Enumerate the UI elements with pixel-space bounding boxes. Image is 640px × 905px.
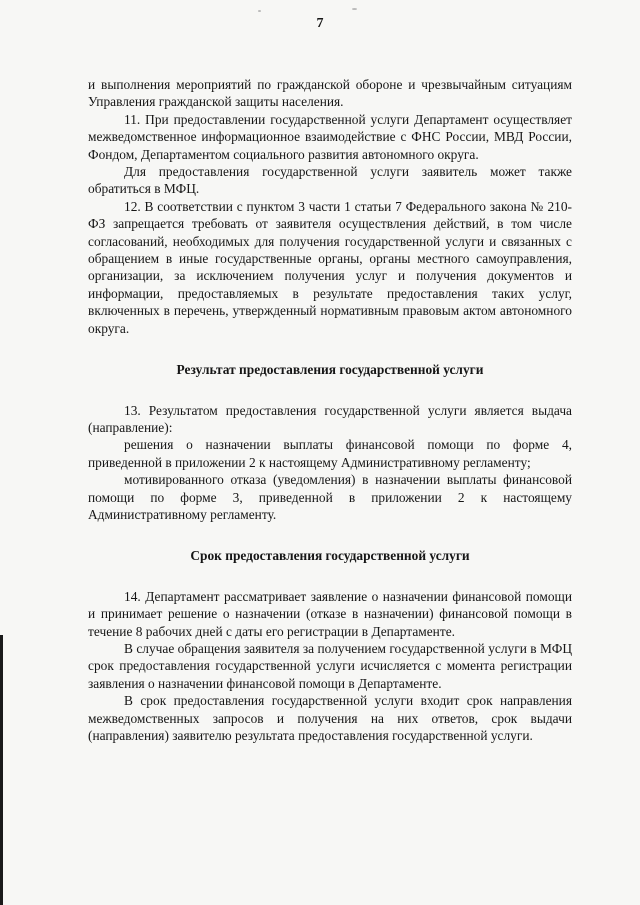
paragraph: мотивированного отказа (уведомления) в назначении выплаты финансовой помощи по форме 3, приведенной в приложении 2 к настоящему Административному регламенту. (88, 472, 572, 522)
paragraph: В срок предоставления государственной услуги входит срок направления межведомственных запросов и получения на них ответов, срок выдачи (направления) заявителю результата предоставления государственной услуги. (88, 693, 572, 743)
paragraph: В случае обращения заявителя за получением государственной услуги в МФЦ срок предоставления государственной услуги исчисляется с момента регистрации заявления о назначении финансовой помощи в Департаменте. (88, 640, 572, 691)
section-heading: Срок предоставления государственной услуги (190, 548, 470, 564)
page-number: 7 (316, 16, 324, 31)
scan-margin-bar (0, 635, 3, 905)
scan-speck (258, 10, 261, 12)
section-heading: Результат предоставления государственной услуги (176, 362, 484, 378)
paragraph: Для предоставления государственной услуги заявитель может также обратиться в МФЦ. (88, 164, 572, 197)
paragraph: 13. Результатом предоставления государственной услуги является выдача (направление): (88, 402, 572, 435)
paragraph: 11. При предоставлении государственной услуги Департамент осуществляет межведомственное информационное взаимодействие с ФНС России, МВД России, Фондом, Департаментом социального развития автономного округа. (88, 111, 572, 162)
paragraph: решения о назначении выплаты финансовой помощи по форме 4, приведенной в приложении 2 к настоящему Административному регламенту; (88, 437, 572, 470)
paragraph: и выполнения мероприятий по гражданской обороне и чрезвычайным ситуациям Управления гражданской защиты населения. (88, 77, 572, 110)
scan-speck (352, 8, 357, 10)
document-body (88, 76, 572, 744)
paragraph: 14. Департамент рассматривает заявление о назначении финансовой помощи и принимает решение о назначении (отказе в назначении) финансовой помощи в течение 8 рабочих дней с даты его регистрации в Департаменте. (88, 588, 572, 639)
paragraph: 12. В соответствии с пунктом 3 части 1 статьи 7 Федерального закона № 210-ФЗ запрещается требовать от заявителя осуществления действий, в том числе согласований, необходимых для получения государственной услуги и связанных с обращением в иные государственные органы, органы местного самоуправления, организации, за исключением получения услуг и получения документов и информации, предоставляемых в результате предоставления таких услуг, включенных в перечень, утвержденный нормативным правовым актом автономного округа. (88, 198, 572, 336)
